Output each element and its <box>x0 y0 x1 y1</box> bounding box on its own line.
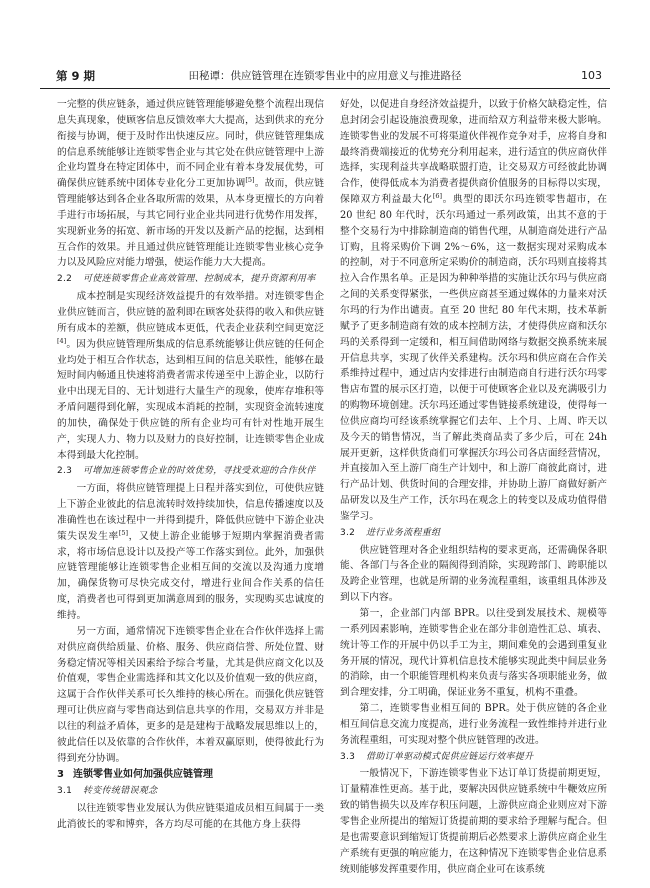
citation: [5] <box>245 175 255 184</box>
page-header <box>40 66 610 89</box>
citation: [4] <box>57 336 67 345</box>
paragraph: 第二，连锁零售业相互间的 BPR。处于供应链的各企业相互间信息交流力度提高，进行业务流程一致性维持并进行业务流程重组，可实现对整个供应链管理的改进。 <box>340 703 607 746</box>
running-title: 田秘谭：供应链管理在连锁零售业中的应用意义与推进路径 <box>188 70 462 82</box>
page-number: 103 <box>581 69 602 82</box>
right-column <box>340 97 607 877</box>
issue-number: 第 9 期 <box>56 69 96 83</box>
citation: [5] <box>118 528 129 537</box>
subsection-heading-2-3: 2.3 可增加连锁零售企业的时效优势，寻找受欢迎的合作伙伴 <box>57 466 316 477</box>
paragraph: 成本控制是实现经济效益提升的有效举措。对连锁零售企业供应链而言，供应链的盈利即在顾客处获得的收入和供应链所有成本的差额，供应链成本更低，代表企业获利空间更宽泛[4]。因为供应链管理所集成的信息系统能够让供应链的任何企业均处于相互合作状态，达到相互间的信息关联性，能够在最短时间内畅通且快速将消费者需求传递至中上游企业，以防行业中出现无目的、无计划进行大量生产的现象，使库存堆积等矛盾问题得到化解，实现成本消耗的控制，实现资金流转速度的加快，确保处于供应链的所有企业均可有针对性地开展生产，实现人力、物力以及财力的良好控制，让连锁零售企业成本得到最大化控制。 <box>57 291 324 461</box>
paragraph: 好处，以促进自身经济效益提升，以致于价格欠缺稳定性，信息封闭会引起设施浪费现象，进而给双方利益带来极大影响。连锁零售业的发展不可将渠道伙伴视作竞争对手，应将自身和最终消费端接近的优势充分利用起来，进行适宜的供应商伙伴选择，实现利益共享战略联盟打造，让交易双方可经彼此协调合作，使得低成本为消费者提供商价值服务的目标得以实现，保障双方利益最大化[6]。典型的即沃尔玛连锁零售超市，在 20 世纪 80 年代时，沃尔玛通过一系列政策，出其不意的于整个交易行为中排除制造商的销售代理，从制造商处进行产品订购，且将采购价下调 2%～6%，这一数据实现对采购成本的控制，对于不同意所定采购价的制造商，沃尔玛则直接将其拉入合作黑名单。正是因为种种举措的实施让沃尔玛与供应商之间的关系变得紧张，一些供应商甚至通过媒体的力量来对沃尔玛的行为作出谴责。直至 20 世纪 80 年代末期，技术革新赋予了更多制造商有效的成本控制方法，才使得供应商和沃尔玛的关系得到一定缓和，相互间借助网络与数据交换系统来展开信息共享，实现了伙伴关系建构。沃尔玛和供应商在合作关系维持过程中，通过店内安排进行由制造商自行进行沃尔玛零售店布置的展示区打造，以便于可使顾客企业以及充满吸引力的购物环境创建。沃尔玛还通过零售链接系统建设，使得每一位供应商均可经该系统掌握它们去年、上个月、上周、昨天以及今天的销售情况，当了解此类商品卖了多少后，可在 24h 展开更新，这样供货商们可掌握沃尔玛公司各店面经营情况，并直接加入至上游厂商生产计划中，和上游厂商彼此商讨，进行产品计划、供货时间的合理安排，并协助上游厂商做好新产品研发以及生产工作，沃尔玛在观念上的转变以及成功值得借鉴学习。 <box>340 99 608 522</box>
paragraph: 第一，企业部门内部 BPR。以往受到发展技术、规模等一系列因素影响，连锁零售企业在部分非创造性汇总、填表、统计等工作的开展中仍以手工为主，期间难免的会遇到重复业务开展的情况，现代计算机信息技术能够实现此类中间层业务的消除，由一个职能管理机构来负责与落实各项职能业务，做到合理安排，分工明确，保证业务不重复，机构不重叠。 <box>340 608 607 699</box>
paragraph: 供应链管理对各企业组织结构的要求更高，还需确保各职能、各部门与各企业的隔阂得到消除，实现跨部门、跨职能以及跨企业管理，也就是所谓的业务流程重组，该重组具体涉及到以下内容。 <box>340 544 607 604</box>
citation: [6] <box>432 191 443 200</box>
paragraph: 以往连锁零售业发展认为供应链渠道成员相互间属于一类此消彼长的零和博弈，各方均尽可能的在其他方身上获得 <box>57 803 324 830</box>
left-column <box>57 97 324 833</box>
subsection-heading-3-1: 3.1 转变传统错误观念 <box>57 786 158 797</box>
subsection-heading-3-3: 3.3 借助订单驱动模式促供应链运行效率提升 <box>340 751 534 762</box>
paragraph: 另一方面，通常情况下连锁零售企业在合作伙伴选择上需对供应商供给质量、价格、服务、供应商信誉、所处位置、财务稳定情况等相关因素给予综合考量，尤其是供应商文化以及价值观，零售企业需选择和其文化以及价值观一致的供应商，这属于合作伙伴关系可长久维持的核心所在。而强化供应链管理可让供应商与零售商达到信息共享的作用，交易双方并非是以往的利益矛盾体，更多的是是建构于战略发展思维以上的，彼此信任以及依靠的合作伙伴，本着双赢原则，使得彼此行为得到充分协调。 <box>57 625 324 764</box>
subsection-heading-2-2: 2.2 可使连锁零售企业高效管理、控制成本，提升资源利用率 <box>57 274 316 285</box>
subsection-heading-3-2: 3.2 进行业务流程重组 <box>340 527 441 538</box>
paragraph: 一完整的供应链条，通过供应链管理能够避免整个流程出现信息失真现象，使顾客信息反馈效率大大提高，达到供求的充分衔接与协调，便于及时作出快速反应。同时，供应链管理集成的信息系统能够让连锁零售企业与其它处在供应链管理中上游企业均置身在特定团体中，而不同企业有着本身发展优势，可确保供应链系统中团体专业化分工更加协调[5]。故而，供应链管理能够达到各企业各取所需的效果，从本身更擅长的方向着手进行市场拓展，与其它同行业企业共同进行优势作用发挥，实现新业务的拓宽、新市场的开发以及新产品的挖掘，达到相互合作的效果。并且通过供应链管理能让连锁零售业核心竞争力以及风险应对能力增强，使运作能力大大提高。 <box>57 99 325 269</box>
paragraph: 一般情况下，下游连锁零售业下达订单订货提前期更短，订量精准性更高。基于此，要解决因供应链系统中牛鞭效应所致的销售损失以及库存积压问题，上游供应商企业则应对下游零售企业所提出的缩短订货提前期的要求给予理解与配合。但是也需要意识到缩短订货提前期后必然要求上游供应商企业生产系统有更强的响应能力，在这种情况下连锁零售企业信息系统则能够发挥重要作用，供应商企业可在该系统 <box>340 768 607 875</box>
section-heading-3: 3 连锁零售业如何加强供应链管理 <box>57 769 213 781</box>
paragraph: 一方面，将供应链管理提上日程并落实到位，可使供应链上下游企业彼此的信息流转时效持续加快，信息传播速度以及准确性也在该过程中一并得到提升，降低供应链中下游企业决策失误发生率[5]，又使上游企业能够于短期内掌握消费者需求，将市场信息设计以及投产等工作落实到位。此外，加强供应链管理能够让连锁零售企业相互间的交流以及沟通力度增加，确保货物可尽快完成交付，增进行业间合作关系的信任度，消费者也可得到更加满意周到的服务，实现购买忠诚度的维持。 <box>57 483 325 621</box>
